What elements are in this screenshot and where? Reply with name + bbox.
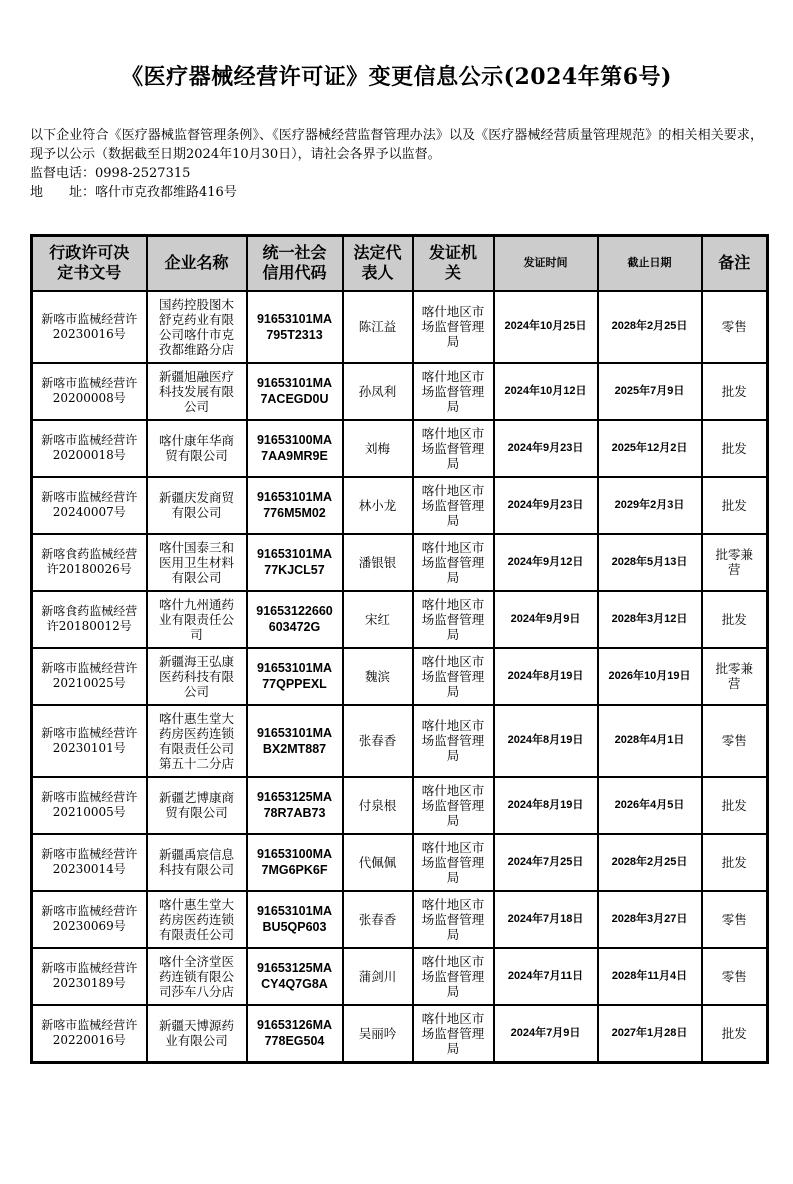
header-expiry-date: 截止日期 (598, 236, 702, 291)
cell-credit-code: 91653101MA776M5M02 (247, 477, 343, 534)
cell-license-decision-no: 新喀市监械经营许20240007号 (32, 477, 147, 534)
cell-license-decision-no: 新喀市监械经营许20230189号 (32, 948, 147, 1005)
table-row (32, 648, 768, 705)
cell-legal-representative: 付泉根 (343, 777, 413, 834)
cell-company-name: 喀什惠生堂大药房医药连锁有限责任公司 (147, 891, 247, 948)
cell-license-decision-no: 新喀食药监械经营许20180026号 (32, 534, 147, 591)
cell-issue-date: 2024年9月9日 (494, 591, 598, 648)
cell-credit-code: 91653126MA778EG504 (247, 1005, 343, 1063)
cell-credit-code: 91653101MA77QPPEXL (247, 648, 343, 705)
cell-legal-representative: 蒲剑川 (343, 948, 413, 1005)
cell-issuing-authority: 喀什地区市场监督管理局 (413, 777, 494, 834)
cell-issue-date: 2024年7月9日 (494, 1005, 598, 1063)
cell-legal-representative: 张春香 (343, 705, 413, 777)
cell-credit-code: 91653100MA7MG6PK6F (247, 834, 343, 891)
cell-expiry-date: 2028年5月13日 (598, 534, 702, 591)
header-license-decision-no: 行政许可决定书文号 (32, 236, 147, 291)
cell-issue-date: 2024年7月18日 (494, 891, 598, 948)
cell-remarks: 零售 (702, 291, 768, 363)
cell-issuing-authority: 喀什地区市场监督管理局 (413, 948, 494, 1005)
cell-expiry-date: 2025年12月2日 (598, 420, 702, 477)
cell-credit-code: 91653100MA7AA9MR9E (247, 420, 343, 477)
phone-value: 0998-2527315 (95, 166, 191, 181)
cell-expiry-date: 2028年11月4日 (598, 948, 702, 1005)
table-header-row (32, 236, 768, 291)
cell-issue-date: 2024年10月12日 (494, 363, 598, 420)
cell-expiry-date: 2028年2月25日 (598, 291, 702, 363)
cell-issue-date: 2024年7月11日 (494, 948, 598, 1005)
cell-license-decision-no: 新喀市监械经营许20230069号 (32, 891, 147, 948)
cell-issuing-authority: 喀什地区市场监督管理局 (413, 648, 494, 705)
table-body (32, 291, 768, 1063)
cell-company-name: 喀什国泰三和医用卫生材料有限公司 (147, 534, 247, 591)
cell-company-name: 喀什九州通药业有限责任公司 (147, 591, 247, 648)
cell-license-decision-no: 新喀市监械经营许20230016号 (32, 291, 147, 363)
cell-legal-representative: 林小龙 (343, 477, 413, 534)
cell-issuing-authority: 喀什地区市场监督管理局 (413, 591, 494, 648)
address-line (30, 183, 763, 202)
cell-remarks: 批发 (702, 363, 768, 420)
address-value: 喀什市克孜都维路416号 (95, 185, 237, 200)
cell-credit-code: 91653122660603472G (247, 591, 343, 648)
cell-remarks: 批零兼营 (702, 648, 768, 705)
cell-expiry-date: 2028年3月27日 (598, 891, 702, 948)
cell-issue-date: 2024年8月19日 (494, 777, 598, 834)
cell-expiry-date: 2025年7月9日 (598, 363, 702, 420)
cell-legal-representative: 陈江益 (343, 291, 413, 363)
cell-issuing-authority: 喀什地区市场监督管理局 (413, 363, 494, 420)
cell-company-name: 喀什全济堂医药连锁有限公司莎车八分店 (147, 948, 247, 1005)
cell-issue-date: 2024年10月25日 (494, 291, 598, 363)
cell-company-name: 新疆旭融医疗科技发展有限公司 (147, 363, 247, 420)
cell-expiry-date: 2028年2月25日 (598, 834, 702, 891)
cell-remarks: 批发 (702, 777, 768, 834)
cell-remarks: 零售 (702, 948, 768, 1005)
table-row (32, 834, 768, 891)
intro-paragraph: 以下企业符合《医疗器械监督管理条例》、《医疗器械经营监督管理办法》以及《医疗器械经营质量管理规范》的相关相关要求，现予以公示（数据截至日期2024年10月30日），请社会各界予以监督。 (30, 128, 763, 162)
table-row (32, 777, 768, 834)
cell-expiry-date: 2027年1月28日 (598, 1005, 702, 1063)
cell-license-decision-no: 新喀市监械经营许20200008号 (32, 363, 147, 420)
cell-issuing-authority: 喀什地区市场监督管理局 (413, 891, 494, 948)
cell-issuing-authority: 喀什地区市场监督管理局 (413, 420, 494, 477)
page-title: 《医疗器械经营许可证》变更信息公示(2024年第6号) (121, 64, 672, 90)
cell-legal-representative: 宋红 (343, 591, 413, 648)
cell-credit-code: 91653125MACY4Q7G8A (247, 948, 343, 1005)
license-table (30, 234, 769, 1064)
cell-license-decision-no: 新喀市监械经营许20200018号 (32, 420, 147, 477)
cell-remarks: 批发 (702, 591, 768, 648)
cell-legal-representative: 代佩佩 (343, 834, 413, 891)
table-row (32, 1005, 768, 1063)
notice-page (0, 62, 793, 1064)
cell-company-name: 新疆禹宸信息科技有限公司 (147, 834, 247, 891)
cell-expiry-date: 2028年4月1日 (598, 705, 702, 777)
cell-issuing-authority: 喀什地区市场监督管理局 (413, 705, 494, 777)
cell-company-name: 新疆庆发商贸有限公司 (147, 477, 247, 534)
phone-label: 监督电话： (30, 166, 96, 181)
cell-legal-representative: 张春香 (343, 891, 413, 948)
cell-remarks: 批发 (702, 834, 768, 891)
cell-issue-date: 2024年9月12日 (494, 534, 598, 591)
table-row (32, 420, 768, 477)
cell-credit-code: 91653101MA7ACEGD0U (247, 363, 343, 420)
table-row (32, 534, 768, 591)
address-label: 地 址： (30, 185, 96, 200)
cell-issuing-authority: 喀什地区市场监督管理局 (413, 834, 494, 891)
cell-issuing-authority: 喀什地区市场监督管理局 (413, 477, 494, 534)
cell-remarks: 批发 (702, 477, 768, 534)
cell-issue-date: 2024年9月23日 (494, 477, 598, 534)
cell-expiry-date: 2029年2月3日 (598, 477, 702, 534)
cell-license-decision-no: 新喀市监械经营许20220016号 (32, 1005, 147, 1063)
header-issuing-authority: 发证机关 (413, 236, 494, 291)
cell-issuing-authority: 喀什地区市场监督管理局 (413, 1005, 494, 1063)
cell-legal-representative: 孙凤利 (343, 363, 413, 420)
table-row (32, 477, 768, 534)
cell-issue-date: 2024年7月25日 (494, 834, 598, 891)
cell-remarks: 零售 (702, 891, 768, 948)
cell-expiry-date: 2028年3月12日 (598, 591, 702, 648)
cell-remarks: 批发 (702, 1005, 768, 1063)
header-issue-date: 发证时间 (494, 236, 598, 291)
cell-credit-code: 91653101MABX2MT887 (247, 705, 343, 777)
cell-credit-code: 91653101MABU5QP603 (247, 891, 343, 948)
table-row (32, 705, 768, 777)
header-credit-code: 统一社会信用代码 (247, 236, 343, 291)
table-row (32, 291, 768, 363)
cell-company-name: 新疆艺博康商贸有限公司 (147, 777, 247, 834)
header-legal-representative: 法定代表人 (343, 236, 413, 291)
table-row (32, 891, 768, 948)
cell-issuing-authority: 喀什地区市场监督管理局 (413, 291, 494, 363)
cell-license-decision-no: 新喀市监械经营许20210025号 (32, 648, 147, 705)
header-company-name: 企业名称 (147, 236, 247, 291)
cell-company-name: 喀什惠生堂大药房医药连锁有限责任公司第五十二分店 (147, 705, 247, 777)
header-remarks: 备注 (702, 236, 768, 291)
cell-expiry-date: 2026年10月19日 (598, 648, 702, 705)
table-row (32, 948, 768, 1005)
cell-credit-code: 91653101MA77KJCL57 (247, 534, 343, 591)
cell-company-name: 新疆海王弘康医药科技有限公司 (147, 648, 247, 705)
cell-issuing-authority: 喀什地区市场监督管理局 (413, 534, 494, 591)
table-row (32, 363, 768, 420)
cell-license-decision-no: 新喀市监械经营许20230101号 (32, 705, 147, 777)
cell-credit-code: 91653101MA795T2313 (247, 291, 343, 363)
cell-legal-representative: 吴丽吟 (343, 1005, 413, 1063)
supervision-phone-line (30, 164, 763, 183)
cell-issue-date: 2024年8月19日 (494, 705, 598, 777)
table-row (32, 591, 768, 648)
cell-legal-representative: 潘银银 (343, 534, 413, 591)
cell-remarks: 批发 (702, 420, 768, 477)
cell-remarks: 零售 (702, 705, 768, 777)
cell-issue-date: 2024年9月23日 (494, 420, 598, 477)
cell-license-decision-no: 新喀食药监械经营许20180012号 (32, 591, 147, 648)
cell-legal-representative: 刘梅 (343, 420, 413, 477)
cell-issue-date: 2024年8月19日 (494, 648, 598, 705)
cell-remarks: 批零兼营 (702, 534, 768, 591)
cell-legal-representative: 魏滨 (343, 648, 413, 705)
cell-license-decision-no: 新喀市监械经营许20230014号 (32, 834, 147, 891)
cell-company-name: 喀什康年华商贸有限公司 (147, 420, 247, 477)
cell-company-name: 新疆天博源药业有限公司 (147, 1005, 247, 1063)
cell-license-decision-no: 新喀市监械经营许20210005号 (32, 777, 147, 834)
cell-expiry-date: 2026年4月5日 (598, 777, 702, 834)
cell-credit-code: 91653125MA78R7AB73 (247, 777, 343, 834)
cell-company-name: 国药控股图木舒克药业有限公司喀什市克孜都维路分店 (147, 291, 247, 363)
